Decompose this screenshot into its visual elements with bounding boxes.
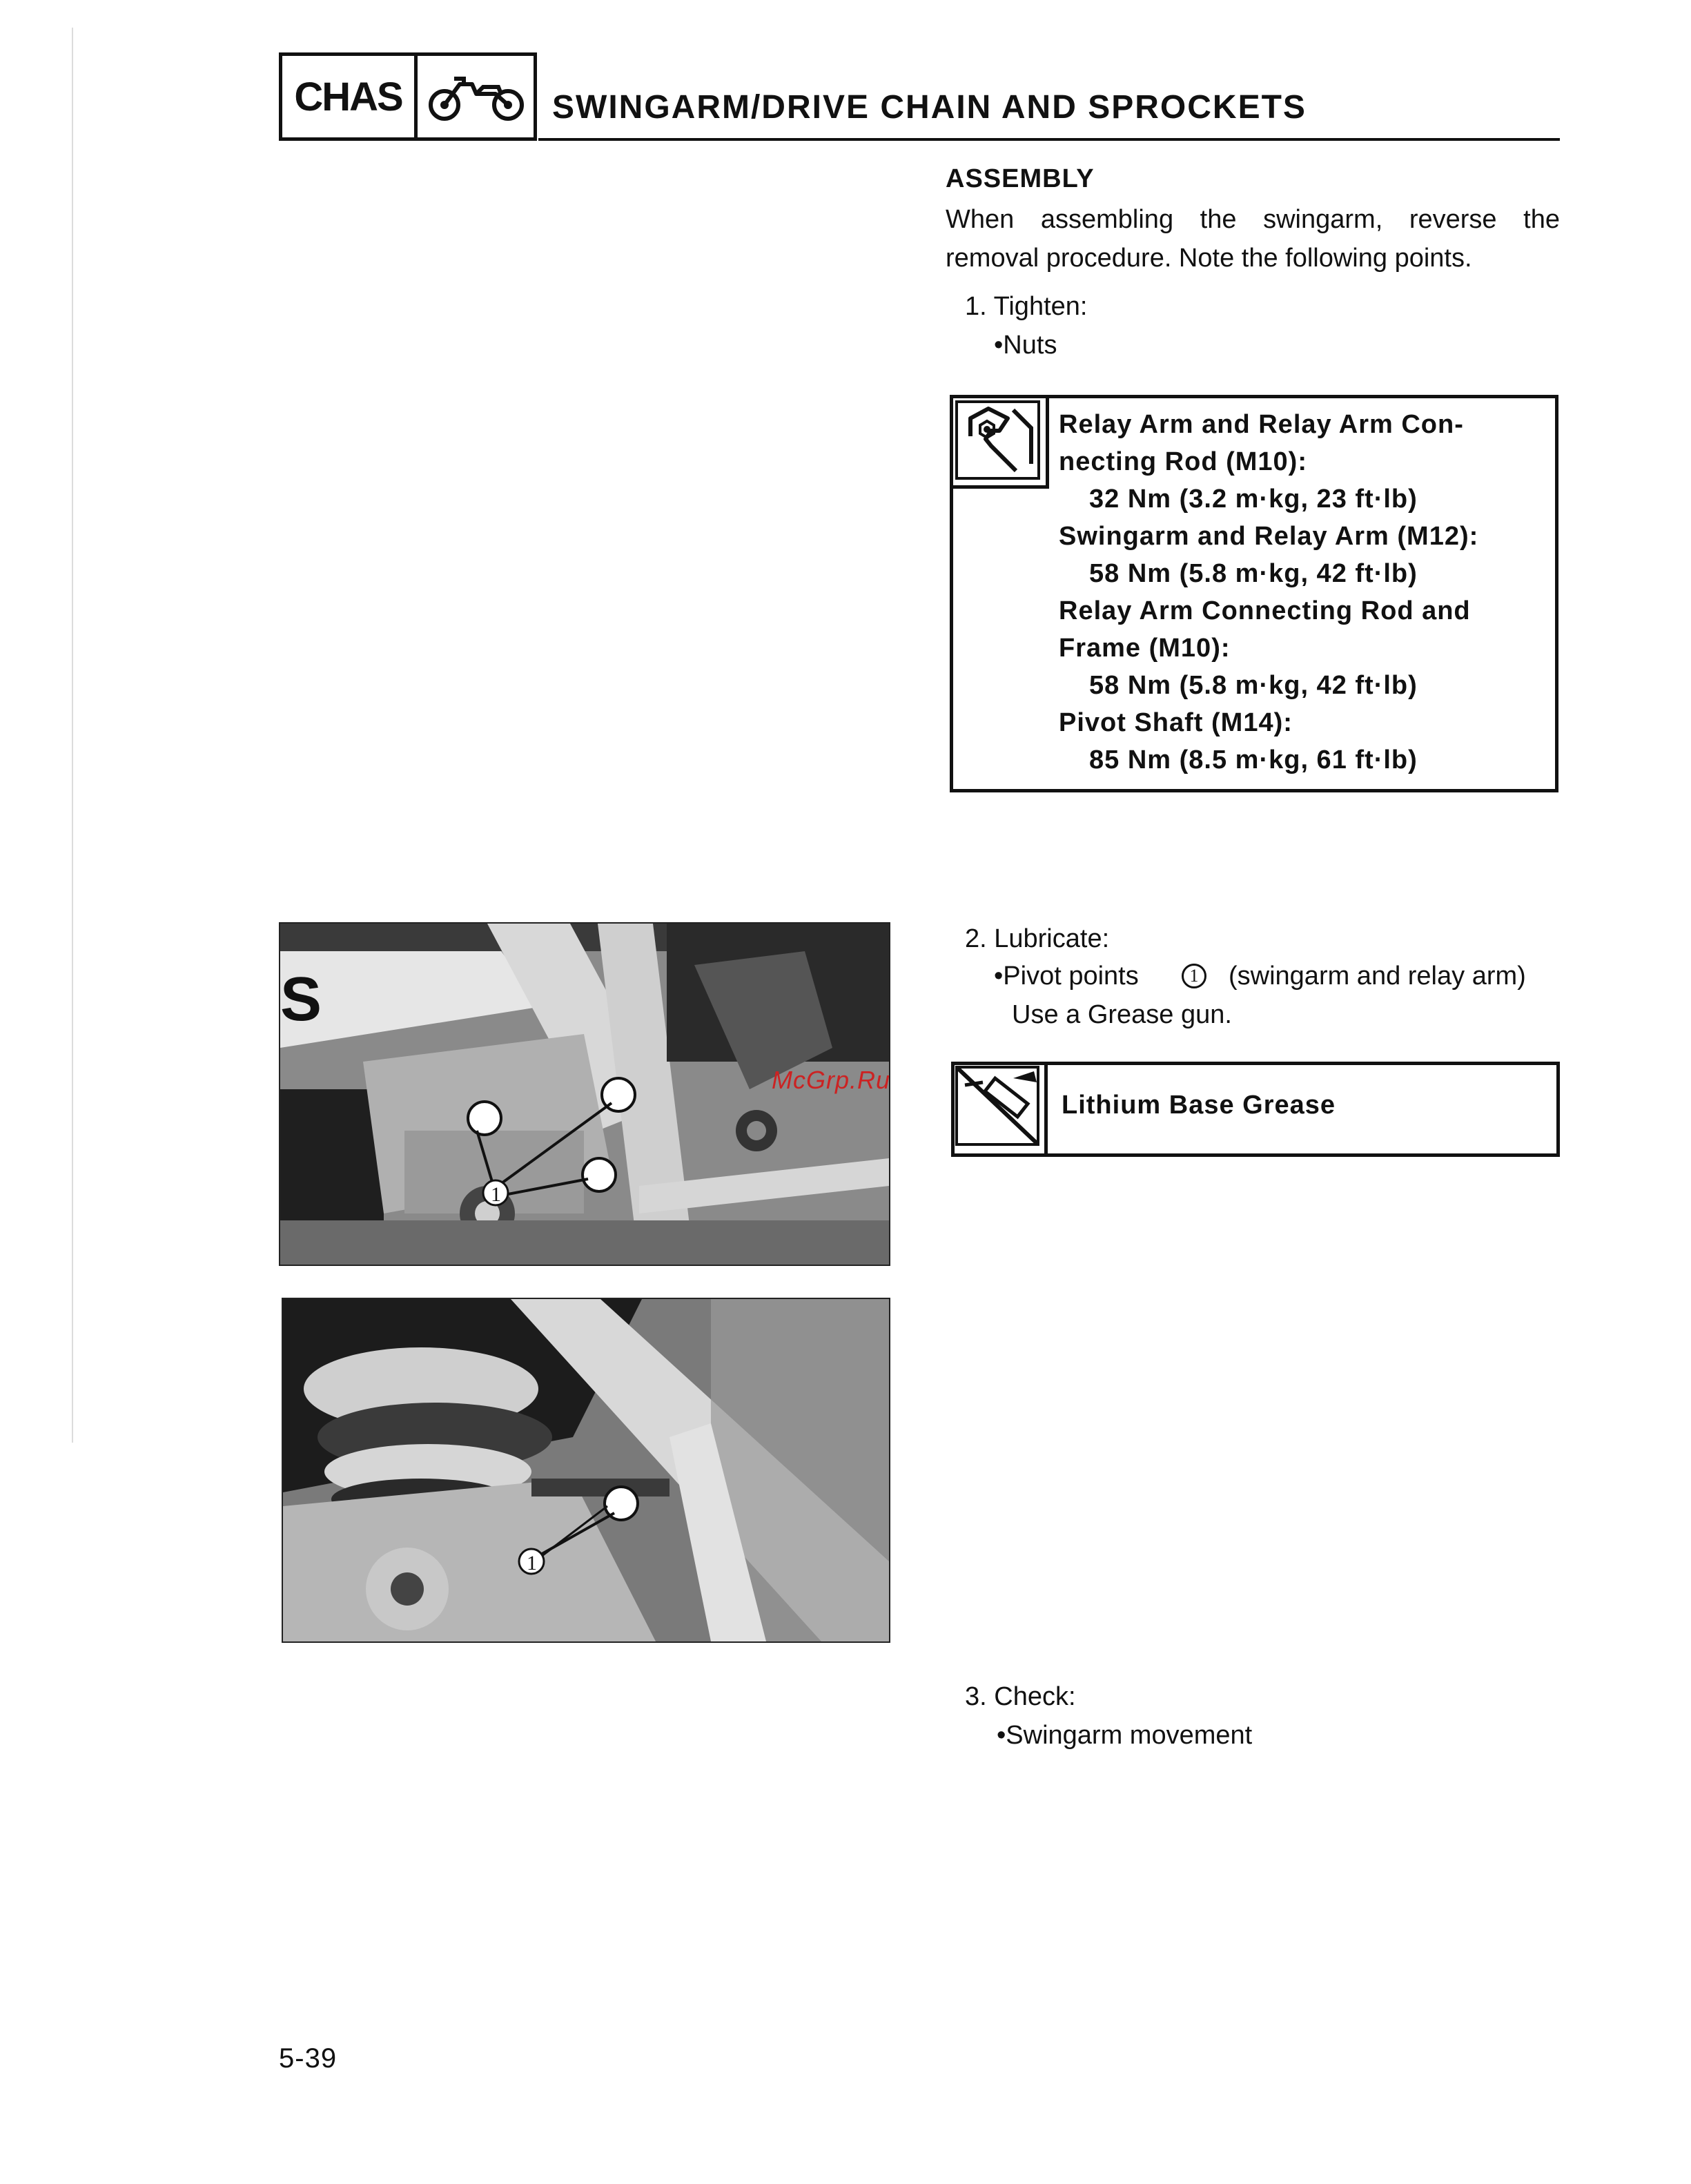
motorcycle-icon	[418, 56, 534, 137]
step-1-label: 1. Tighten:	[965, 292, 1088, 321]
step-1-bullet: •Nuts	[994, 331, 1057, 360]
torque-spec-line-6: Relay Arm Connecting Rod and	[1059, 596, 1471, 625]
grease-gun-icon	[951, 1062, 1048, 1157]
torque-spec-line-2: necting Rod (M10):	[1059, 447, 1307, 476]
torque-spec-line-4: Swingarm and Relay Arm (M12):	[1059, 522, 1479, 551]
torque-spec-line-1: Relay Arm and Relay Arm Con-	[1059, 410, 1464, 439]
torque-wrench-icon	[950, 395, 1049, 489]
section-badge	[279, 52, 537, 141]
step-2-bullet: •Pivot points	[994, 962, 1139, 991]
torque-spec-line-5: 58 Nm (5.8 m·kg, 42 ft·lb)	[1089, 559, 1418, 588]
torque-spec-line-3: 32 Nm (3.2 m·kg, 23 ft·lb)	[1089, 485, 1418, 514]
step-2-grease-gun: Use a Grease gun.	[1012, 1000, 1232, 1029]
assembly-heading: ASSEMBLY	[946, 164, 1095, 193]
step-3-bullet: •Swingarm movement	[997, 1721, 1253, 1750]
callout-1-marker: 1	[1182, 964, 1206, 988]
scan-edge-line	[72, 28, 73, 1443]
photo-relay-arm	[282, 1298, 890, 1643]
step-2-bullet-note: (swingarm and relay arm)	[1229, 962, 1526, 991]
torque-spec-line-8: 58 Nm (5.8 m·kg, 42 ft·lb)	[1089, 671, 1418, 700]
torque-spec-line-10: 85 Nm (8.5 m·kg, 61 ft·lb)	[1089, 745, 1418, 774]
step-2-label: 2. Lubricate:	[965, 924, 1110, 953]
torque-spec-line-7: Frame (M10):	[1059, 634, 1231, 663]
page-title: SWINGARM/DRIVE CHAIN AND SPROCKETS	[552, 89, 1307, 126]
lubricant-label: Lithium Base Grease	[1062, 1091, 1336, 1120]
torque-spec-line-9: Pivot Shaft (M14):	[1059, 708, 1293, 737]
watermark: McGrp.Ru	[772, 1066, 891, 1094]
section-code: CHAS	[282, 56, 418, 137]
step-3-label: 3. Check:	[965, 1682, 1076, 1711]
page-number: 5-39	[279, 2043, 338, 2074]
photo1-callout: 1	[491, 1183, 501, 1206]
svg-text:S: S	[280, 965, 322, 1034]
assembly-intro: When assembling the swingarm, reverse the removal procedure. Note the following points.	[946, 205, 1560, 273]
photo2-callout: 1	[527, 1552, 537, 1574]
title-rule	[538, 138, 1560, 141]
